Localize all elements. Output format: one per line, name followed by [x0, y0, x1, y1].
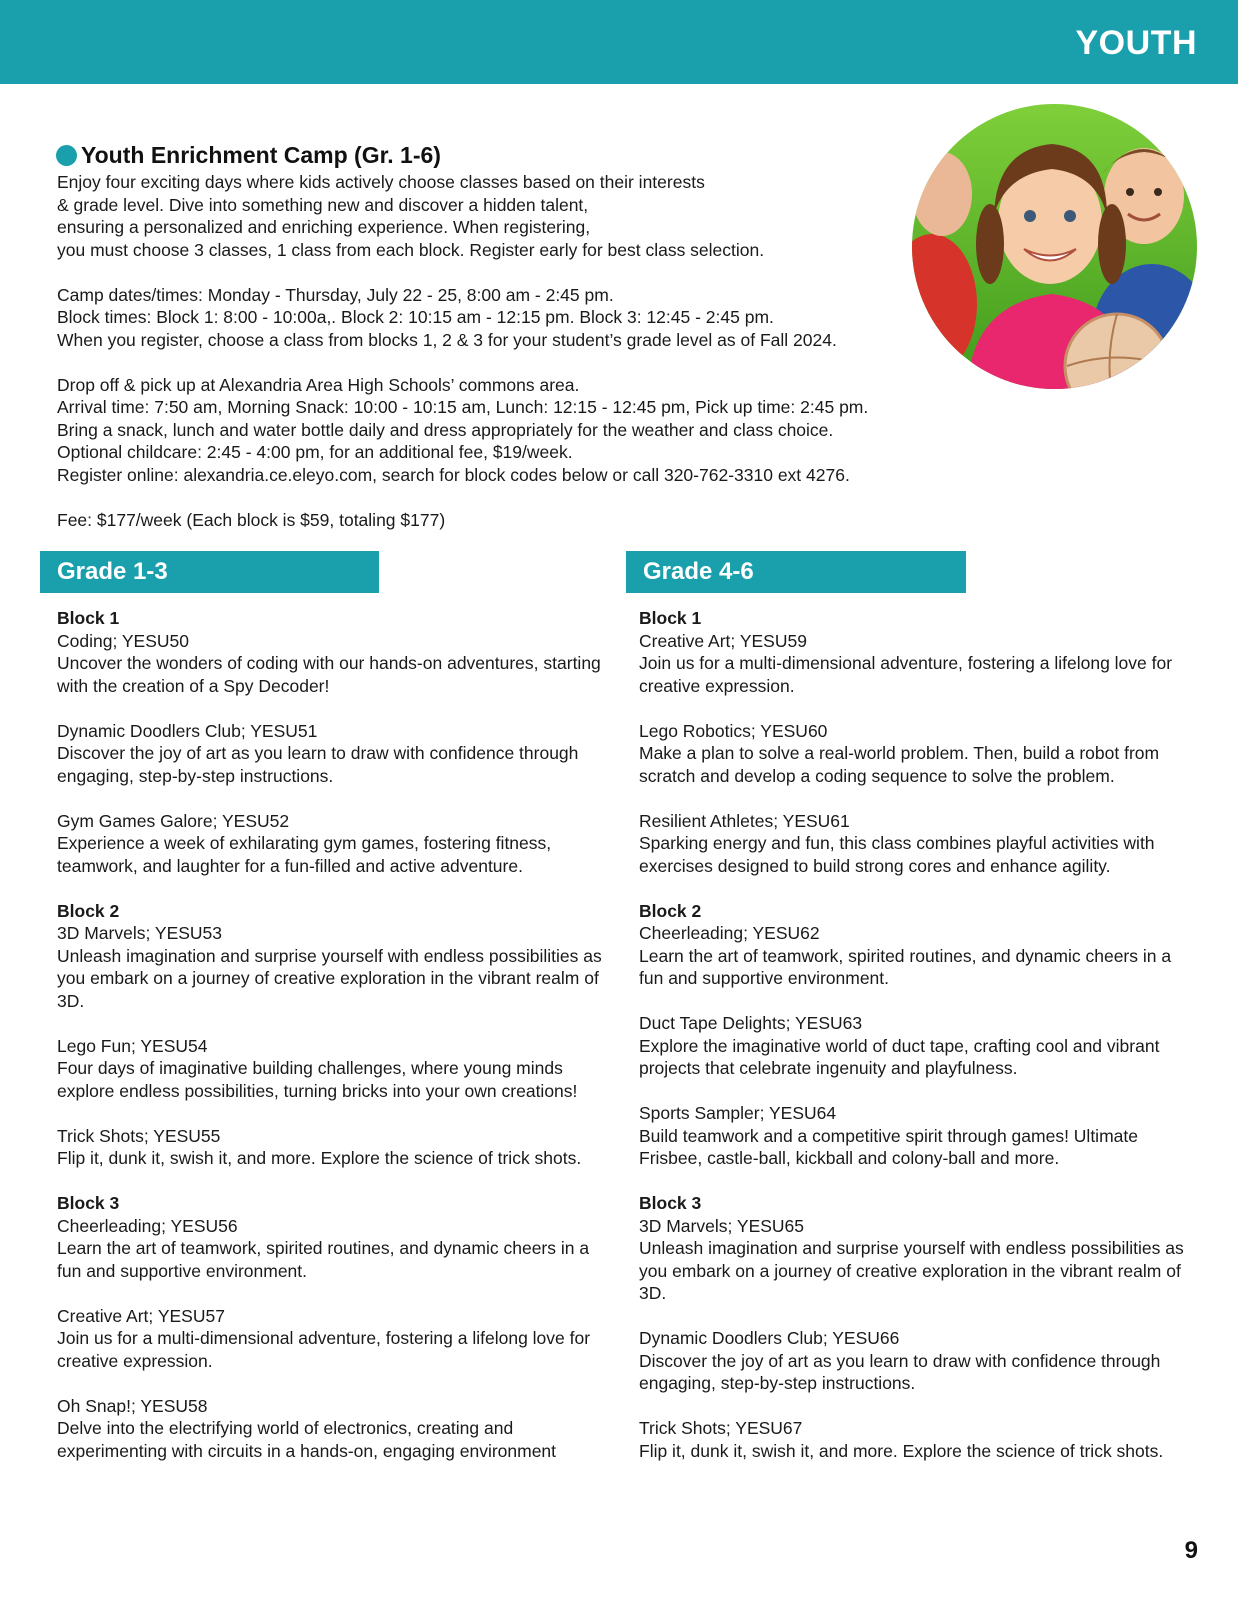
course-description: Uncover the wonders of coding with our hands-on adventures, starting with the creation of a Spy Decoder!: [57, 653, 601, 696]
intro-line: ensuring a personalized and enriching experience. When registering,: [57, 217, 591, 237]
course-description: Discover the joy of art as you learn to draw with confidence through engaging, step-by-step instructions.: [57, 743, 579, 786]
grade-4-6-column: [639, 607, 1199, 1485]
page-number: 9: [1184, 1537, 1198, 1564]
course-name: 3D Marvels; YESU53: [57, 923, 223, 943]
logistics-line: Drop off & pick up at Alexandria Area High Schools’ commons area.: [57, 374, 580, 395]
kids-photo-illustration: [912, 104, 1197, 389]
fee-line: Fee: $177/week (Each block is $59, totaling $177): [57, 509, 446, 530]
logistics-line: Optional childcare: 2:45 - 4:00 pm, for an additional fee, $19/week.: [57, 442, 573, 462]
course-name: Trick Shots; YESU55: [57, 1125, 221, 1146]
course-description: Delve into the electrifying world of electronics, creating and experimenting with circuits in a hands-on, engaging environment: [57, 1418, 557, 1461]
schedule-line: Camp dates/times: Monday - Thursday, July 22 - 25, 8:00 am - 2:45 pm.: [57, 284, 614, 305]
intro-line: you must choose 3 classes, 1 class from each block. Register early for best class selection.: [57, 239, 765, 260]
course-description: Discover the joy of art as you learn to draw with confidence through engaging, step-by-step instructions.: [639, 1350, 1161, 1393]
course-item: [639, 1215, 1199, 1305]
block-label: Block 3: [57, 1193, 120, 1213]
course-item: [57, 922, 617, 1012]
course-name: Oh Snap!; YESU58: [57, 1395, 208, 1416]
course-item: [639, 1417, 1199, 1462]
course-name: Trick Shots; YESU67: [639, 1418, 803, 1438]
course-item: [639, 1012, 1199, 1080]
course-item: [57, 1395, 617, 1463]
course-name: Dynamic Doodlers Club; YESU66: [639, 1328, 900, 1348]
course-description: Unleash imagination and surprise yourself with endless possibilities as you embark on a journey of creative exploration in the vibrant realm of 3D.: [639, 1238, 1184, 1303]
course-description: Sparking energy and fun, this class combines playful activities with exercises designed to build strong cores and enhance agility.: [639, 833, 1155, 876]
logistics-line: Arrival time: 7:50 am, Morning Snack: 10:00 - 10:15 am, Lunch: 12:15 - 12:45 pm, Pick up time: 2:45 pm.: [57, 397, 869, 417]
block-label: Block 3: [639, 1193, 702, 1213]
course-description: Flip it, dunk it, swish it, and more. Explore the science of trick shots.: [639, 1440, 1164, 1461]
course-item: [639, 810, 1199, 878]
course-item: [57, 630, 617, 698]
course-item: [57, 720, 617, 788]
course-name: Duct Tape Delights; YESU63: [639, 1013, 863, 1033]
course-description: Flip it, dunk it, swish it, and more. Explore the science of trick shots.: [57, 1148, 582, 1168]
camp-title: [56, 142, 441, 169]
course-description: Explore the imaginative world of duct tape, crafting cool and vibrant projects that celebrate ingenuity and playfulness.: [639, 1035, 1160, 1078]
course-description: Build teamwork and a competitive spirit through games! Ultimate Frisbee, castle-ball, kickball and colony-ball and more.: [639, 1125, 1138, 1168]
course-description: Experience a week of exhilarating gym games, fostering fitness, teamwork, and laughter for a fun-filled and active adventure.: [57, 833, 552, 876]
course-name: Cheerleading; YESU56: [57, 1215, 238, 1236]
intro-line: & grade level. Dive into something new and discover a hidden talent,: [57, 194, 589, 215]
course-description: Join us for a multi-dimensional adventure, fostering a lifelong love for creative expression.: [57, 1328, 591, 1371]
course-name: Coding; YESU50: [57, 630, 189, 651]
course-item: [639, 1102, 1199, 1170]
block-label: Block 1: [639, 608, 702, 628]
course-name: 3D Marvels; YESU65: [639, 1215, 805, 1236]
header-bar: [0, 0, 1238, 84]
course-item: [57, 1305, 617, 1373]
course-item: [57, 1125, 617, 1170]
register-line: Register online: alexandria.ce.eleyo.com, search for block codes below or call 320-762-3310 ext 4276.: [57, 464, 850, 485]
course-description: Join us for a multi-dimensional adventure, fostering a lifelong love for creative expression.: [639, 653, 1173, 696]
course-name: Lego Fun; YESU54: [57, 1035, 208, 1056]
block-label: Block 2: [57, 900, 120, 921]
block-label: Block 1: [57, 608, 120, 628]
course-description: Make a plan to solve a real-world problem. Then, build a robot from scratch and develop a coding sequence to solve the problem.: [639, 743, 1160, 786]
camp-title-text: Youth Enrichment Camp (Gr. 1-6): [81, 142, 441, 168]
course-name: Dynamic Doodlers Club; YESU51: [57, 720, 318, 741]
course-description: Unleash imagination and surprise yourself with endless possibilities as you embark on a journey of creative exploration in the vibrant realm of 3D.: [57, 945, 602, 1011]
course-item: [57, 1035, 617, 1103]
course-item: [639, 720, 1199, 788]
course-description: Four days of imaginative building challenges, where young minds explore endless possibilities, turning bricks into your own creations!: [57, 1058, 578, 1101]
grade-1-3-header: Grade 1-3: [40, 551, 379, 593]
kids-photo: [912, 104, 1197, 389]
course-item: [57, 810, 617, 878]
course-name: Sports Sampler; YESU64: [639, 1103, 837, 1123]
course-name: Resilient Athletes; YESU61: [639, 810, 850, 831]
course-item: [57, 1215, 617, 1283]
course-item: [639, 630, 1199, 698]
course-name: Cheerleading; YESU62: [639, 923, 820, 943]
course-name: Creative Art; YESU57: [57, 1305, 225, 1326]
schedule-line: When you register, choose a class from blocks 1, 2 & 3 for your student’s grade level as of Fall 2024.: [57, 329, 837, 350]
course-description: Learn the art of teamwork, spirited routines, and dynamic cheers in a fun and supportive environment.: [57, 1238, 590, 1281]
camp-intro: [57, 171, 868, 531]
bullet-dot-icon: [56, 145, 77, 166]
course-description: Learn the art of teamwork, spirited routines, and dynamic cheers in a fun and supportive environment.: [639, 945, 1172, 988]
course-name: Lego Robotics; YESU60: [639, 720, 828, 741]
logistics-line: Bring a snack, lunch and water bottle daily and dress appropriately for the weather and class choice.: [57, 419, 834, 440]
block-label: Block 2: [639, 900, 702, 921]
grade-1-3-column: [57, 607, 617, 1485]
section-title: YOUTH: [1075, 24, 1197, 62]
schedule-line: Block times: Block 1: 8:00 - 10:00a,. Block 2: 10:15 am - 12:15 pm. Block 3: 12:45 - 2:45 pm.: [57, 307, 774, 327]
course-item: [639, 1327, 1199, 1395]
course-name: Gym Games Galore; YESU52: [57, 810, 290, 831]
course-item: [639, 922, 1199, 990]
grade-4-6-header: Grade 4-6: [626, 551, 966, 593]
course-name: Creative Art; YESU59: [639, 630, 807, 651]
intro-line: Enjoy four exciting days where kids actively choose classes based on their interests: [57, 172, 705, 192]
